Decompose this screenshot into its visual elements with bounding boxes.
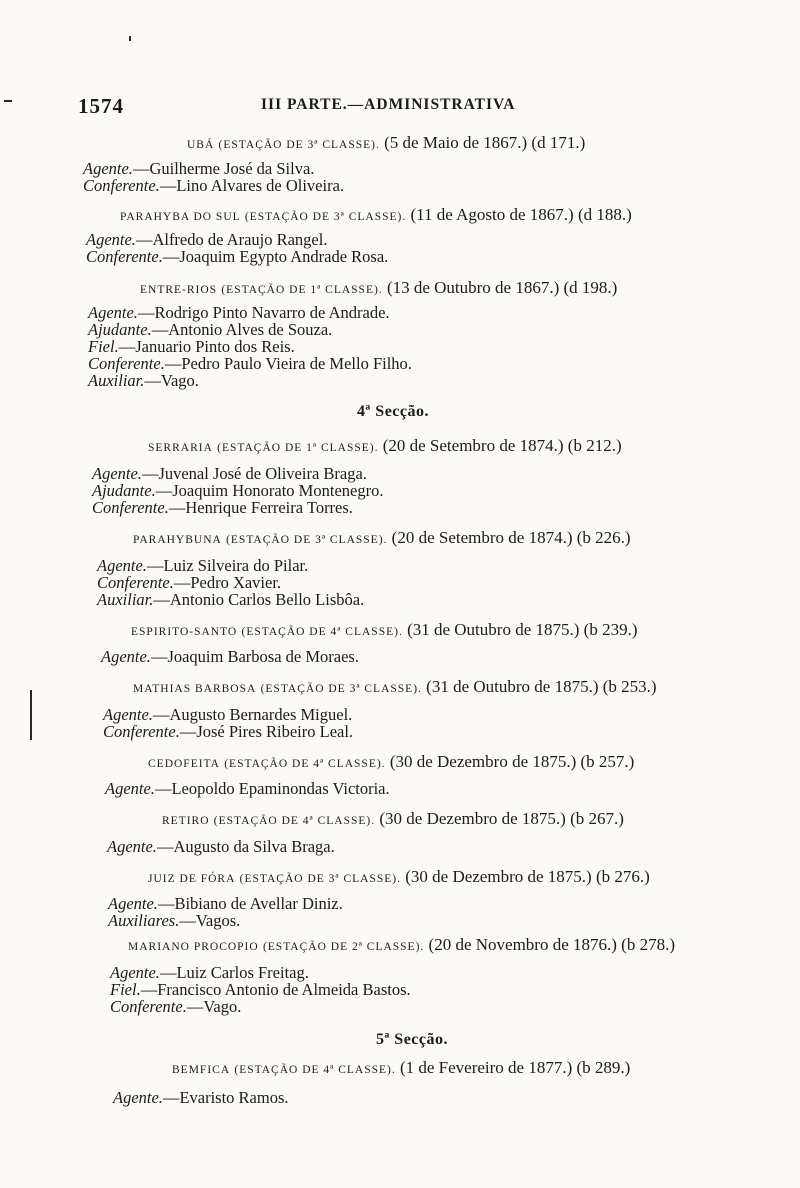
station-class: (ESTAÇÃO DE 3ª CLASSE). bbox=[260, 683, 422, 695]
station-heading bbox=[120, 205, 632, 225]
staff-role: Agente. bbox=[113, 1088, 163, 1107]
station-date: (20 de Novembro de 1876.) (b 278.) bbox=[428, 935, 675, 954]
staff-role: Fiel. bbox=[88, 337, 119, 356]
staff-name: —Alfredo de Araujo Rangel. bbox=[135, 230, 328, 249]
staff-role: Agente. bbox=[92, 464, 142, 483]
staff-name: —Vago. bbox=[186, 997, 242, 1016]
staff-name: —Bibiano de Avellar Diniz. bbox=[157, 894, 343, 913]
station-name: RETIRO bbox=[162, 815, 210, 827]
staff-name: —Leopoldo Epaminondas Victoria. bbox=[154, 779, 390, 798]
staff-role: Agente. bbox=[105, 779, 155, 798]
station-name: ESPIRITO-SANTO bbox=[131, 626, 238, 638]
staff-name: —Guilherme José da Silva. bbox=[132, 159, 315, 178]
staff-line bbox=[88, 355, 412, 372]
staff-line bbox=[97, 557, 308, 574]
station-name: PARAHYBUNA bbox=[133, 534, 222, 546]
staff-name: —Vagos. bbox=[179, 911, 241, 930]
station-heading bbox=[187, 133, 585, 153]
station-date: (1 de Fevereiro de 1877.) (b 289.) bbox=[399, 1058, 631, 1077]
staff-name: —José Pires Ribeiro Leal. bbox=[179, 722, 354, 741]
staff-role: Auxiliar. bbox=[88, 371, 145, 390]
station-date: (31 de Outubro de 1875.) (b 239.) bbox=[407, 620, 638, 639]
staff-role: Agente. bbox=[107, 837, 157, 856]
staff-line bbox=[103, 723, 353, 740]
staff-line bbox=[108, 895, 343, 912]
staff-line bbox=[110, 981, 411, 998]
staff-name: —Francisco Antonio de Almeida Bastos. bbox=[140, 980, 411, 999]
staff-name: —Pedro Xavier. bbox=[173, 573, 282, 592]
staff-name: —Augusto Bernardes Miguel. bbox=[152, 705, 353, 724]
station-date: (20 de Setembro de 1874.) (b 226.) bbox=[391, 528, 631, 547]
staff-role: Auxiliar. bbox=[97, 590, 154, 609]
staff-name: —Rodrigo Pinto Navarro de Andrade. bbox=[137, 303, 390, 322]
page-number: 1574 bbox=[78, 94, 124, 118]
running-title: III PARTE.—ADMINISTRATIVA bbox=[261, 96, 516, 113]
station-heading bbox=[148, 436, 622, 456]
station-name: UBÁ bbox=[187, 139, 215, 151]
staff-name: —Joaquim Honorato Montenegro. bbox=[155, 481, 384, 500]
staff-name: —Pedro Paulo Vieira de Mello Filho. bbox=[164, 354, 412, 373]
staff-role: Conferente. bbox=[110, 997, 187, 1016]
staff-line bbox=[83, 177, 344, 194]
staff-role: Auxiliares. bbox=[108, 911, 180, 930]
section-title: 4ª Secção. bbox=[357, 403, 429, 420]
staff-name: —Lino Alvares de Oliveira. bbox=[159, 176, 345, 195]
staff-role: Agente. bbox=[110, 963, 160, 982]
station-heading bbox=[172, 1058, 630, 1078]
station-date: (20 de Setembro de 1874.) (b 212.) bbox=[382, 436, 622, 455]
staff-line bbox=[86, 248, 388, 265]
staff-name: —Juvenal José de Oliveira Braga. bbox=[141, 464, 367, 483]
staff-line bbox=[92, 499, 353, 516]
station-name: ENTRE-RIOS bbox=[140, 284, 218, 296]
staff-line bbox=[105, 780, 390, 797]
staff-name: —Joaquim Egypto Andrade Rosa. bbox=[162, 247, 389, 266]
staff-role: Conferente. bbox=[97, 573, 174, 592]
staff-line bbox=[88, 372, 199, 389]
staff-role: Conferente. bbox=[103, 722, 180, 741]
staff-line bbox=[92, 465, 367, 482]
station-heading bbox=[148, 752, 634, 772]
staff-line bbox=[103, 706, 352, 723]
station-date: (31 de Outubro de 1875.) (b 253.) bbox=[426, 677, 657, 696]
staff-line bbox=[83, 160, 314, 177]
station-heading bbox=[140, 278, 617, 298]
staff-name: —Joaquim Barbosa de Moraes. bbox=[150, 647, 359, 666]
staff-line bbox=[86, 231, 327, 248]
station-class: (ESTAÇÃO DE 1ª CLASSE). bbox=[217, 442, 379, 454]
station-date: (30 de Dezembro de 1875.) (b 267.) bbox=[379, 809, 624, 828]
station-name: JUIZ DE FÓRA bbox=[148, 873, 236, 885]
station-heading bbox=[133, 528, 631, 548]
station-class: (ESTAÇÃO DE 4ª CLASSE). bbox=[234, 1064, 396, 1076]
staff-role: Conferente. bbox=[86, 247, 163, 266]
page-header bbox=[78, 94, 638, 120]
station-date: (13 de Outubro de 1867.) (d 198.) bbox=[386, 278, 618, 297]
staff-name: —Luiz Carlos Freitag. bbox=[159, 963, 309, 982]
staff-name: —Augusto da Silva Braga. bbox=[156, 837, 335, 856]
station-class: (ESTAÇÃO DE 3ª CLASSE). bbox=[244, 211, 407, 223]
staff-role: Ajudante. bbox=[88, 320, 152, 339]
station-heading bbox=[133, 677, 657, 697]
staff-name: —Antonio Alves de Souza. bbox=[151, 320, 333, 339]
staff-name: —Evaristo Ramos. bbox=[162, 1088, 289, 1107]
staff-role: Ajudante. bbox=[92, 481, 156, 500]
staff-role: Agente. bbox=[108, 894, 158, 913]
station-name: SERRARIA bbox=[148, 442, 213, 454]
staff-line bbox=[101, 648, 359, 665]
station-date: (30 de Dezembro de 1875.) (b 257.) bbox=[389, 752, 635, 771]
station-name: MARIANO PROCOPIO bbox=[128, 941, 259, 953]
staff-role: Conferente. bbox=[83, 176, 160, 195]
station-class: (ESTAÇÃO DE 3ª CLASSE). bbox=[218, 139, 380, 151]
staff-line bbox=[110, 964, 309, 981]
staff-name: —Vago. bbox=[144, 371, 199, 390]
staff-role: Agente. bbox=[97, 556, 147, 575]
station-name: PARAHYBA DO SUL bbox=[120, 211, 241, 223]
station-name: CEDOFEITA bbox=[148, 758, 220, 770]
station-name: BEMFICA bbox=[172, 1064, 231, 1076]
staff-line bbox=[92, 482, 383, 499]
station-class: (ESTAÇÃO DE 4ª CLASSE). bbox=[224, 758, 386, 770]
station-date: (30 de Dezembro de 1875.) (b 276.) bbox=[405, 867, 650, 886]
section-title: 5ª Secção. bbox=[376, 1031, 448, 1048]
staff-role: Agente. bbox=[88, 303, 138, 322]
staff-role: Fiel. bbox=[110, 980, 141, 999]
staff-name: —Januario Pinto dos Reis. bbox=[118, 337, 295, 356]
station-heading bbox=[131, 620, 637, 640]
station-heading bbox=[148, 867, 650, 887]
station-name: MATHIAS BARBOSA bbox=[133, 683, 257, 695]
station-class: (ESTAÇÃO DE 1ª CLASSE). bbox=[221, 284, 383, 296]
station-class: (ESTAÇÃO DE 2ª CLASSE). bbox=[262, 941, 425, 953]
staff-line bbox=[110, 998, 241, 1015]
staff-role: Conferente. bbox=[88, 354, 165, 373]
station-class: (ESTAÇÃO DE 3ª CLASSE). bbox=[239, 873, 401, 885]
staff-line bbox=[97, 591, 364, 608]
staff-role: Agente. bbox=[101, 647, 151, 666]
station-class: (ESTAÇÃO DE 4ª CLASSE). bbox=[213, 815, 376, 827]
station-date: (11 de Agosto de 1867.) (d 188.) bbox=[410, 205, 632, 224]
station-class: (ESTAÇÃO DE 4ª CLASSE). bbox=[241, 626, 403, 638]
staff-line bbox=[88, 304, 390, 321]
staff-line bbox=[107, 838, 335, 855]
staff-name: —Antonio Carlos Bello Lisbôa. bbox=[153, 590, 365, 609]
staff-name: —Henrique Ferreira Torres. bbox=[168, 498, 353, 517]
station-heading bbox=[128, 935, 675, 955]
staff-name: —Luiz Silveira do Pilar. bbox=[146, 556, 309, 575]
scan-mark bbox=[30, 690, 32, 740]
staff-line bbox=[88, 338, 295, 355]
station-heading bbox=[162, 809, 624, 829]
staff-role: Agente. bbox=[86, 230, 136, 249]
scan-mark bbox=[4, 100, 12, 102]
staff-role: Agente. bbox=[103, 705, 153, 724]
staff-role: Agente. bbox=[83, 159, 133, 178]
staff-line bbox=[108, 912, 240, 929]
station-date: (5 de Maio de 1867.) (d 171.) bbox=[384, 133, 586, 152]
scan-mark bbox=[129, 36, 131, 41]
staff-role: Conferente. bbox=[92, 498, 169, 517]
station-class: (ESTAÇÃO DE 3ª CLASSE). bbox=[226, 534, 388, 546]
staff-line bbox=[88, 321, 332, 338]
staff-line bbox=[97, 574, 281, 591]
staff-line bbox=[113, 1089, 289, 1106]
